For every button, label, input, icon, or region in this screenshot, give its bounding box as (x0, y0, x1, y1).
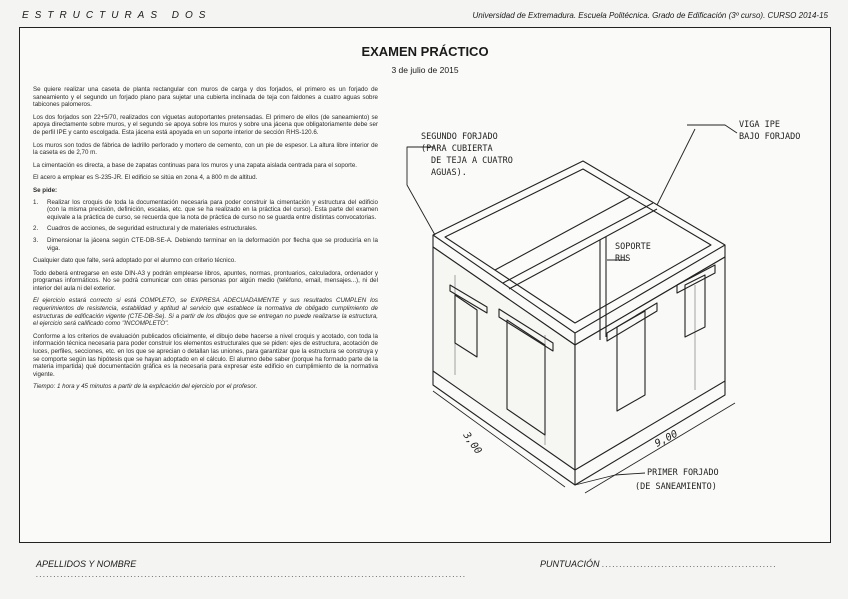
list-item: 2. Cuadros de acciones, de seguridad estructural y de materiales estructurales. (33, 225, 258, 233)
label-segundo-forjado-2: (PARA CUBIERTA (421, 144, 493, 154)
building-sketch-svg (395, 95, 825, 535)
statement-paragraph: Los dos forjados son 22+5/70, realizados con viguetas autoportantes pretensadas. El primero de ellos (de saneamiento) se apoya directamente sobre muros, y el segundo se apoya sobre los muros y sobre una jácena que obligatoriamente debe ser de perfil IPE y canto escolgada. Esta jácena está apoyada en un soporte interior de sección RHS-120.6. (33, 113, 378, 136)
list-item: 3. Dimensionar la jácena según CTE-DB-SE-A. Debiendo terminar en la deformación por flecha que se produciría en la viga. (33, 236, 378, 252)
label-viga-ipe: VIGA IPE (739, 120, 780, 130)
label-segundo-forjado-3: DE TEJA A CUATRO (431, 156, 513, 166)
label-soporte-2: RHS (615, 254, 631, 264)
label-viga-ipe-2: BAJO FORJADO (739, 132, 801, 142)
course-title: ESTRUCTURAS DOS (22, 10, 212, 21)
label-segundo-forjado: SEGUNDO FORJADO (421, 132, 498, 142)
statement-paragraph: La cimentación es directa, a base de zapatas continuas para los muros y una zapata aislada centrada para el soporte. (33, 161, 358, 169)
isometric-sketch (395, 95, 825, 535)
tasks-note: Cualquier dato que falte, será adoptado por el alumno con criterio técnico. (33, 257, 236, 265)
dimension-length: 9,00 (653, 428, 680, 450)
list-item: 1. Realizar los croquis de toda la documentación necesaria para poder construir la cimentación y estructura del edificio (con la misma precisión, definición, escalas, etc. que se ha realizado en la práctica del curso). Esta parte del examen equivale a la práctica de curso, se recuerda que la nota de práctica de curso no se guarda entre distintas convocatorias. (33, 198, 378, 221)
rules-paragraph: Todo deberá entregarse en este DIN-A3 y podrán emplearse libros, apuntes, normas, prontuarios, calculadora, ordenador y programas informáticos. No se podrá comunicar con otras personas por algún medio (teléfono, email, mensajes...), ni del interior del aula ni del exterior. (33, 269, 378, 292)
statement-paragraph: Los muros son todos de fábrica de ladrillo perforado y mortero de cemento, con un pie de espesor. La altura libre interior de la caseta es de 2,70 m. (33, 141, 378, 157)
tasks-heading: Se pide: (33, 186, 58, 194)
time-note: Tiempo: 1 hora y 45 minutos a partir de la explicación del ejercicio por el profesor. (33, 383, 258, 391)
tasks-list (33, 199, 378, 253)
exam-title: EXAMEN PRÁCTICO (361, 44, 489, 59)
label-soporte: SOPORTE (615, 242, 651, 252)
rules-paragraph: Conforme a los criterios de evaluación publicados oficialmente, el dibujo debe hacerse a nivel croquis y acotado, con toda la información técnica necesaria para poder construir los elementos estructurales que se piden: ejes de estructura, acotación de luces, perfiles, secciones, etc. en los que se aprecian o detallan las uniones, para garantizar que la estructura se construya y se comporte según las hipótesis que se hayan adoptado en el cálculo. El alumno debe saber (porque ha formado parte de la materia impartida) qué documentación gráfica es la necesaria para expresar este edificio en cumplimiento de la normativa vigente. (33, 332, 378, 378)
dimension-width: 3,00 (460, 430, 484, 457)
institution-line: Universidad de Extremadura. Escuela Politécnica. Grado de Edificación (3º curso). CURSO 2014-15 (472, 11, 828, 20)
label-segundo-forjado-4: AGUAS). (431, 168, 467, 178)
score-field[interactable]: PUNTUACIÓN .................................................. (540, 559, 778, 569)
name-label: APELLIDOS Y NOMBRE (36, 559, 137, 569)
statement-paragraph: El acero a emplear es S-235-JR. El edificio se sitúa en zona 4, a 800 m de altitud. (33, 174, 258, 182)
label-primer-forjado-2: (DE SANEAMIENTO) (635, 482, 717, 492)
name-field[interactable]: APELLIDOS Y NOMBRE ........................................................................................................................... (36, 559, 467, 579)
exam-date: 3 de julio de 2015 (391, 65, 459, 75)
statement-paragraph: Se quiere realizar una caseta de planta rectangular con muros de carga y dos forjados, el primero es un forjado de saneamiento y el segundo un forjado plano para sujetar una cubierta inclinada de teja con faldones a cuatro aguas sobre tabicones palomeros. (33, 86, 378, 109)
statement-text (33, 86, 378, 396)
rules-paragraph: El ejercicio estará correcto si está COMPLETO, se EXPRESA ADECUADAMENTE y sus resultados CUMPLEN los requerimientos de resistencia, estabilidad y aptitud al servicio que establece la normativa de obligado cumplimiento de estructuras de edificación vigente (CTE-DB-Se). Si a partir de los dibujos que se entregan no puede realizarse la estructura, el ejercicio será calificado como "INCOMPLETO". (33, 297, 378, 328)
score-label: PUNTUACIÓN (540, 559, 600, 569)
label-primer-forjado: PRIMER FORJADO (647, 468, 719, 478)
